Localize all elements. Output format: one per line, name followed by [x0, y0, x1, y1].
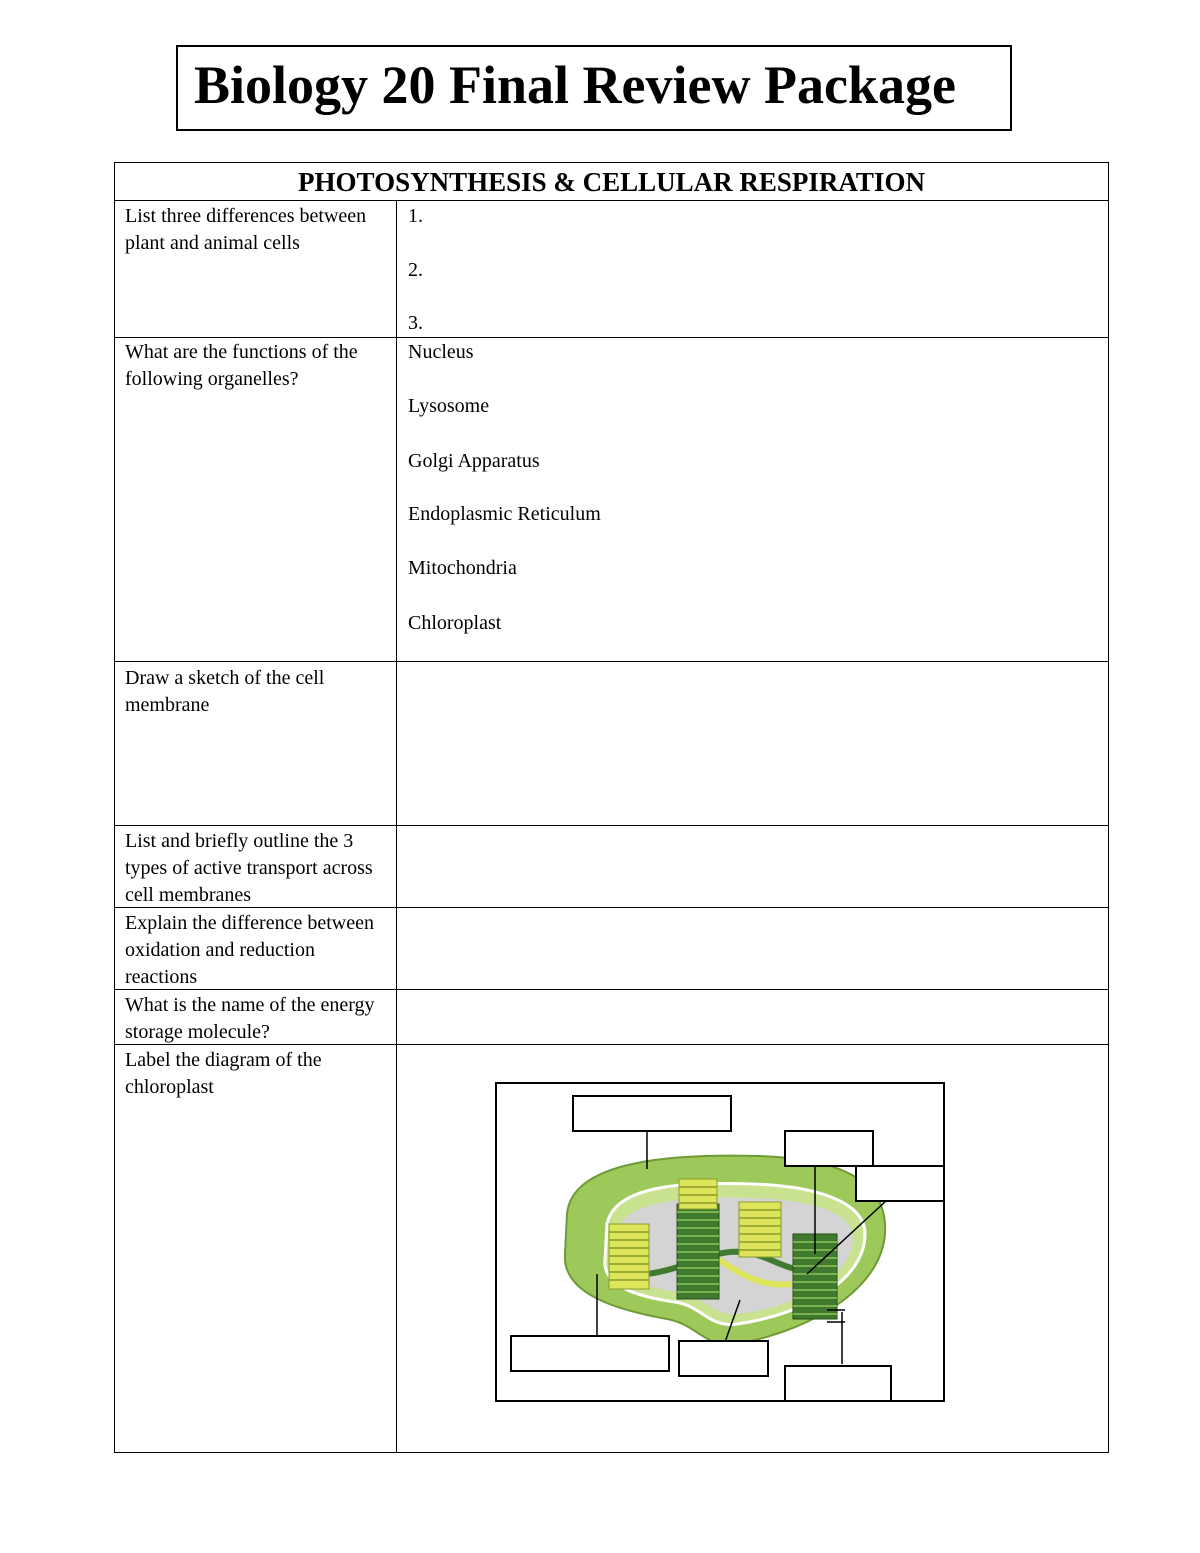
row-divider — [115, 200, 1108, 201]
row-divider — [115, 661, 1108, 662]
label-box-4[interactable] — [510, 1335, 670, 1372]
title-box — [176, 45, 1012, 131]
question-cell-differences: List three differences between plant and animal cells — [125, 205, 367, 254]
granum — [739, 1202, 781, 1257]
question-cell-organelles: What are the functions of the following organelles? — [125, 341, 358, 390]
question-cell-active-transport: List and briefly outline the 3 types of active transport across cell membranes — [125, 830, 373, 906]
answer-line-3: 3. — [408, 312, 423, 334]
page-title: Biology 20 Final Review Package — [194, 55, 956, 115]
section-heading: PHOTOSYNTHESIS & CELLULAR RESPIRATION — [298, 167, 925, 197]
organelle-mitochondria: Mitochondria — [408, 557, 517, 579]
organelle-golgi: Golgi Apparatus — [408, 450, 540, 472]
review-table — [114, 162, 1109, 1453]
column-divider — [396, 200, 397, 1452]
label-box-6[interactable] — [784, 1365, 892, 1402]
question-cell-redox: Explain the difference between oxidation and reduction reactions — [125, 912, 374, 988]
row-divider — [115, 825, 1108, 826]
label-box-5[interactable] — [678, 1340, 769, 1377]
granum — [609, 1224, 649, 1289]
granum — [677, 1204, 719, 1299]
organelle-nucleus: Nucleus — [408, 341, 474, 363]
organelle-lysosome: Lysosome — [408, 395, 490, 417]
label-box-1[interactable] — [572, 1095, 732, 1132]
answer-line-2: 2. — [408, 259, 423, 281]
question-cell-membrane-sketch: Draw a sketch of the cell membrane — [125, 667, 325, 716]
question-cell-energy-molecule: What is the name of the energy storage molecule? — [125, 994, 375, 1043]
organelle-chloroplast: Chloroplast — [408, 612, 502, 634]
row-divider — [115, 337, 1108, 338]
granum — [679, 1179, 717, 1209]
question-cell-chloroplast-label: Label the diagram of the chloroplast — [125, 1049, 322, 1098]
organelle-er: Endoplasmic Reticulum — [408, 503, 601, 525]
label-box-2[interactable] — [784, 1130, 874, 1167]
chloroplast-diagram-frame — [495, 1082, 945, 1402]
label-box-3[interactable] — [855, 1165, 945, 1202]
answer-line-1: 1. — [408, 205, 423, 227]
